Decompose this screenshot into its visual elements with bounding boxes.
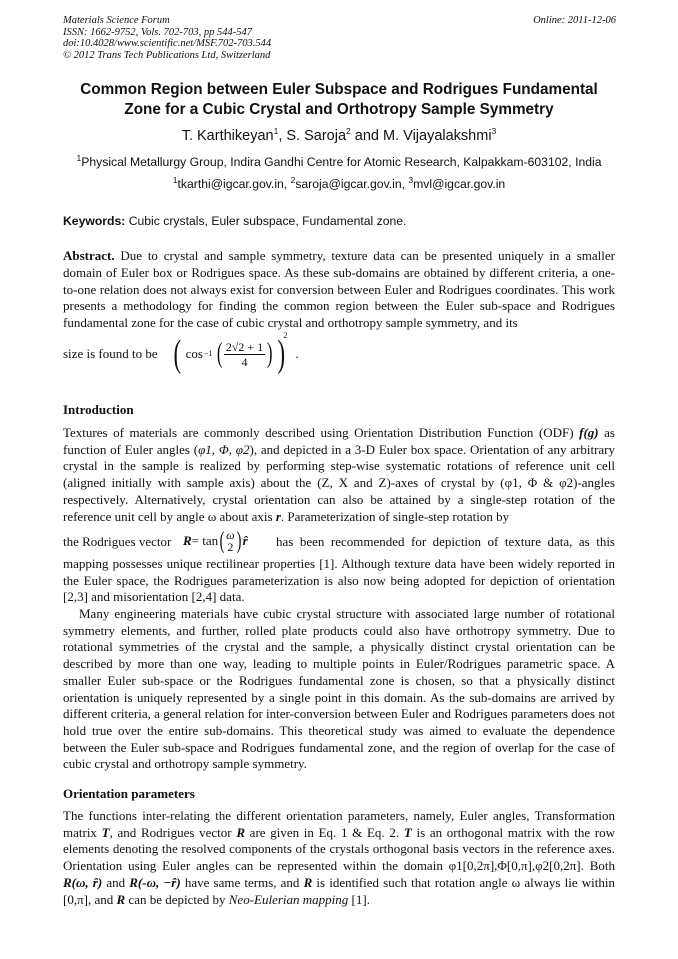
formula-cos: cos (185, 346, 203, 361)
affiliation-text: Physical Metallurgy Group, Indira Gandhi Centre for Atomic Research, Kalpakkam-603102, India (81, 155, 602, 169)
doi-line: doi:10.4028/www.scientific.net/MSF.702-703.544 (63, 38, 272, 50)
rodrigues-positive: R(ω, r̂) (63, 874, 103, 890)
intro-p1-text-c: ), and depicted in a 3-D Euler box space. Orientation of any arbitrary crystal in the sample is realized by performing step-wise systematic rotations of reference unit cell (aligned initially with sample axis) about the (Z, X and Z)-axes of crystal by (φ1, Φ & φ2)-angles respectively. Alternatively, crystal orientation can also be attained by a single-step rotation of the reference unit cell by angle ω about axis (63, 441, 616, 524)
affiliation-sup: 1 (76, 152, 82, 163)
journal-name: Materials Science Forum (63, 15, 170, 26)
title-line-2: Zone for a Cubic Crystal and Orthotropy Sample Symmetry (124, 101, 554, 118)
formula-left-paren: ( (173, 333, 182, 375)
euler-angles-symbols: φ1, Φ, φ2 (198, 441, 250, 457)
orient-text-g: can be depicted by (125, 891, 229, 907)
rodrigues-left-paren: ( (219, 528, 225, 554)
title-line-1: Common Region between Euler Subspace and Rodrigues Fundamental (80, 81, 598, 98)
orient-text-d: is an orthogonal matrix with the row elements denoting the resolved components of the crystals orthogonal basis vectors in the reference axes. Orientation using Euler angles can be represented within the domain φ1[0,2π],Φ[0,π],φ2[0,2π]. Both (63, 824, 616, 874)
rodrigues-omega: ω (226, 528, 235, 542)
rodrigues-right-paren: ) (236, 528, 242, 554)
vector-R-symbol-4: R (116, 891, 126, 907)
rodrigues-eq: = tan (191, 533, 219, 548)
email-2: saroja@igcar.gov.in, (295, 177, 409, 191)
intro-paragraph-1 (63, 425, 615, 525)
rodrigues-formula (183, 526, 248, 556)
affiliation (0, 152, 678, 169)
rodrigues-R: R (183, 533, 192, 548)
intro-paragraph-2: Many engineering materials have cubic crystal structure with associated large number of rotational symmetry elements, and further, rolled plate products could also have orthotropy symmetry. Due to rotational symmetries of the crystal and the sample, a physically distinct crystal orientation can be described by more than one way, leading to multiple points in Euler/Rodrigues parametric space. A smaller Euler sub-space or the Rodrigues fundamental zone is chosen, so that a physically distinct orientation is uniquely represented by a single point in this domain. As the sub-domains are arrived by different criteria, a general relation for inter-conversion between Euler and Rodrigues parameters does not hold true over the entire sub-domains. This theoretical study was aimed to evaluate the dependence between the Euler sub-space and Rodrigues fundamental zone, and the region of overlap for the case of cubic crystal and orthotropy sample symmetry. (63, 606, 615, 772)
keywords-text: Cubic crystals, Euler subspace, Fundamental zone. (125, 214, 407, 228)
author-list (0, 128, 678, 144)
rodrigues-two: 2 (227, 540, 234, 554)
axis-r-symbol: r (275, 508, 281, 524)
rodrigues-suffix: has been recommended for depiction of texture data, as this (276, 534, 615, 549)
formula-fraction (224, 340, 265, 369)
matrix-T-symbol-2: T (403, 824, 412, 840)
vector-R-symbol: R (236, 824, 245, 840)
orient-text-f: is identified such that rotation angle ω always lie within [0,π], and (63, 874, 615, 907)
formula-denominator: 4 (241, 354, 248, 369)
paper-title (40, 80, 638, 120)
orient-text-e: have same terms, and (180, 874, 304, 890)
author-3-sup: 3 (491, 126, 497, 137)
online-date: Online: 2011-12-06 (533, 15, 616, 26)
author-2: , S. Saroja (278, 128, 347, 144)
formula-numerator: 2√2 + 1 (225, 339, 264, 354)
email-1-sup: 1 (172, 174, 178, 185)
email-3-sup: 3 (408, 174, 414, 185)
size-formula: ( cos −1 ( $\frac{2√2 + 1}{4}$ ) ) 2 . (173, 330, 299, 375)
formula-period: . (295, 346, 299, 361)
orient-text-b: , and Rodrigues vector (109, 824, 237, 840)
author-1-sup: 1 (273, 126, 279, 137)
abstract-size-formula (63, 330, 615, 378)
abstract-text: Due to crystal and sample symmetry, texture data can be presented uniquely in a smaller domain of Euler box or Rodrigues space. As these sub-domains are obtained by different criteria, a one-to-one relation does not always exist for conversion between Euler and Rodrigues coordinates. This work presents a methodology for finding the common region between the Euler sub-space and Rodrigues fundamental zone for the case of cubic crystal and orthotropy sample symmetry, and its (63, 248, 615, 331)
formula-inner-right-paren: ) (267, 338, 273, 369)
rodrigues-fraction (226, 529, 234, 553)
orientation-paragraph (63, 808, 615, 908)
author-1: T. Karthikeyan (181, 128, 274, 144)
abstract-label: Abstract. (63, 248, 115, 263)
introduction-heading: Introduction (63, 402, 134, 417)
author-2-sup: 2 (346, 126, 351, 137)
intro-paragraph-1-cont: mapping possesses unique rectilinear properties [1]. Although texture data have been widely reported in the Euler space, the Rodrigues parameterization is also now being adopted for depiction of orientation [2,3] and misorientation [2,4] data. (63, 556, 615, 605)
rodrigues-prefix: the Rodrigues vector (63, 534, 172, 549)
keywords-label: Keywords: (63, 214, 126, 228)
odf-symbol: f(g) (579, 425, 599, 440)
intro-p1-text-d: . Parameterization of single-step rotation by (280, 508, 510, 524)
email-3: mvl@igcar.gov.in (413, 177, 506, 191)
rodrigues-negative: R(-ω, −r̂) (129, 874, 181, 890)
issn-line: ISSN: 1662-9752, Vols. 702-703, pp 544-547 (63, 26, 252, 38)
journal-header (63, 15, 616, 61)
size-prefix: size is found to be (63, 346, 158, 361)
email-1: tkarthi@igcar.gov.in, (177, 177, 291, 191)
author-emails (0, 174, 678, 191)
neo-eulerian-term: Neo-Eulerian mapping (228, 891, 349, 907)
vector-R-symbol-3: R (303, 874, 313, 890)
intro-p1-text-b: as function of Euler angles ( (63, 425, 615, 457)
author-3: and M. Vijayalakshmi (354, 128, 492, 144)
orient-text-a: The functions inter-relating the different orientation parameters, namely, Euler angles, Transformation matrix (63, 808, 615, 840)
rodrigues-rhat: r̂ (242, 533, 248, 548)
formula-inner-left-paren: ( (216, 338, 222, 369)
abstract-paragraph (63, 248, 615, 332)
orient-text-c: are given in Eq. 1 & Eq. 2. (244, 824, 404, 840)
email-2-sup: 2 (290, 174, 296, 185)
orientation-heading: Orientation parameters (63, 786, 195, 801)
keywords (63, 214, 406, 228)
matrix-T-symbol: T (101, 824, 110, 840)
orient-text-h: [1]. (348, 891, 370, 907)
formula-power: 2 (283, 330, 288, 340)
copyright-line: © 2012 Trans Tech Publications Ltd, Switzerland (63, 49, 271, 61)
rodrigues-vector-line (63, 526, 615, 556)
orient-and: and (102, 874, 130, 890)
intro-p1-text-a: Textures of materials are commonly described using Orientation Distribution Function (ODF) (63, 425, 580, 440)
formula-right-paren: ) (277, 333, 285, 375)
